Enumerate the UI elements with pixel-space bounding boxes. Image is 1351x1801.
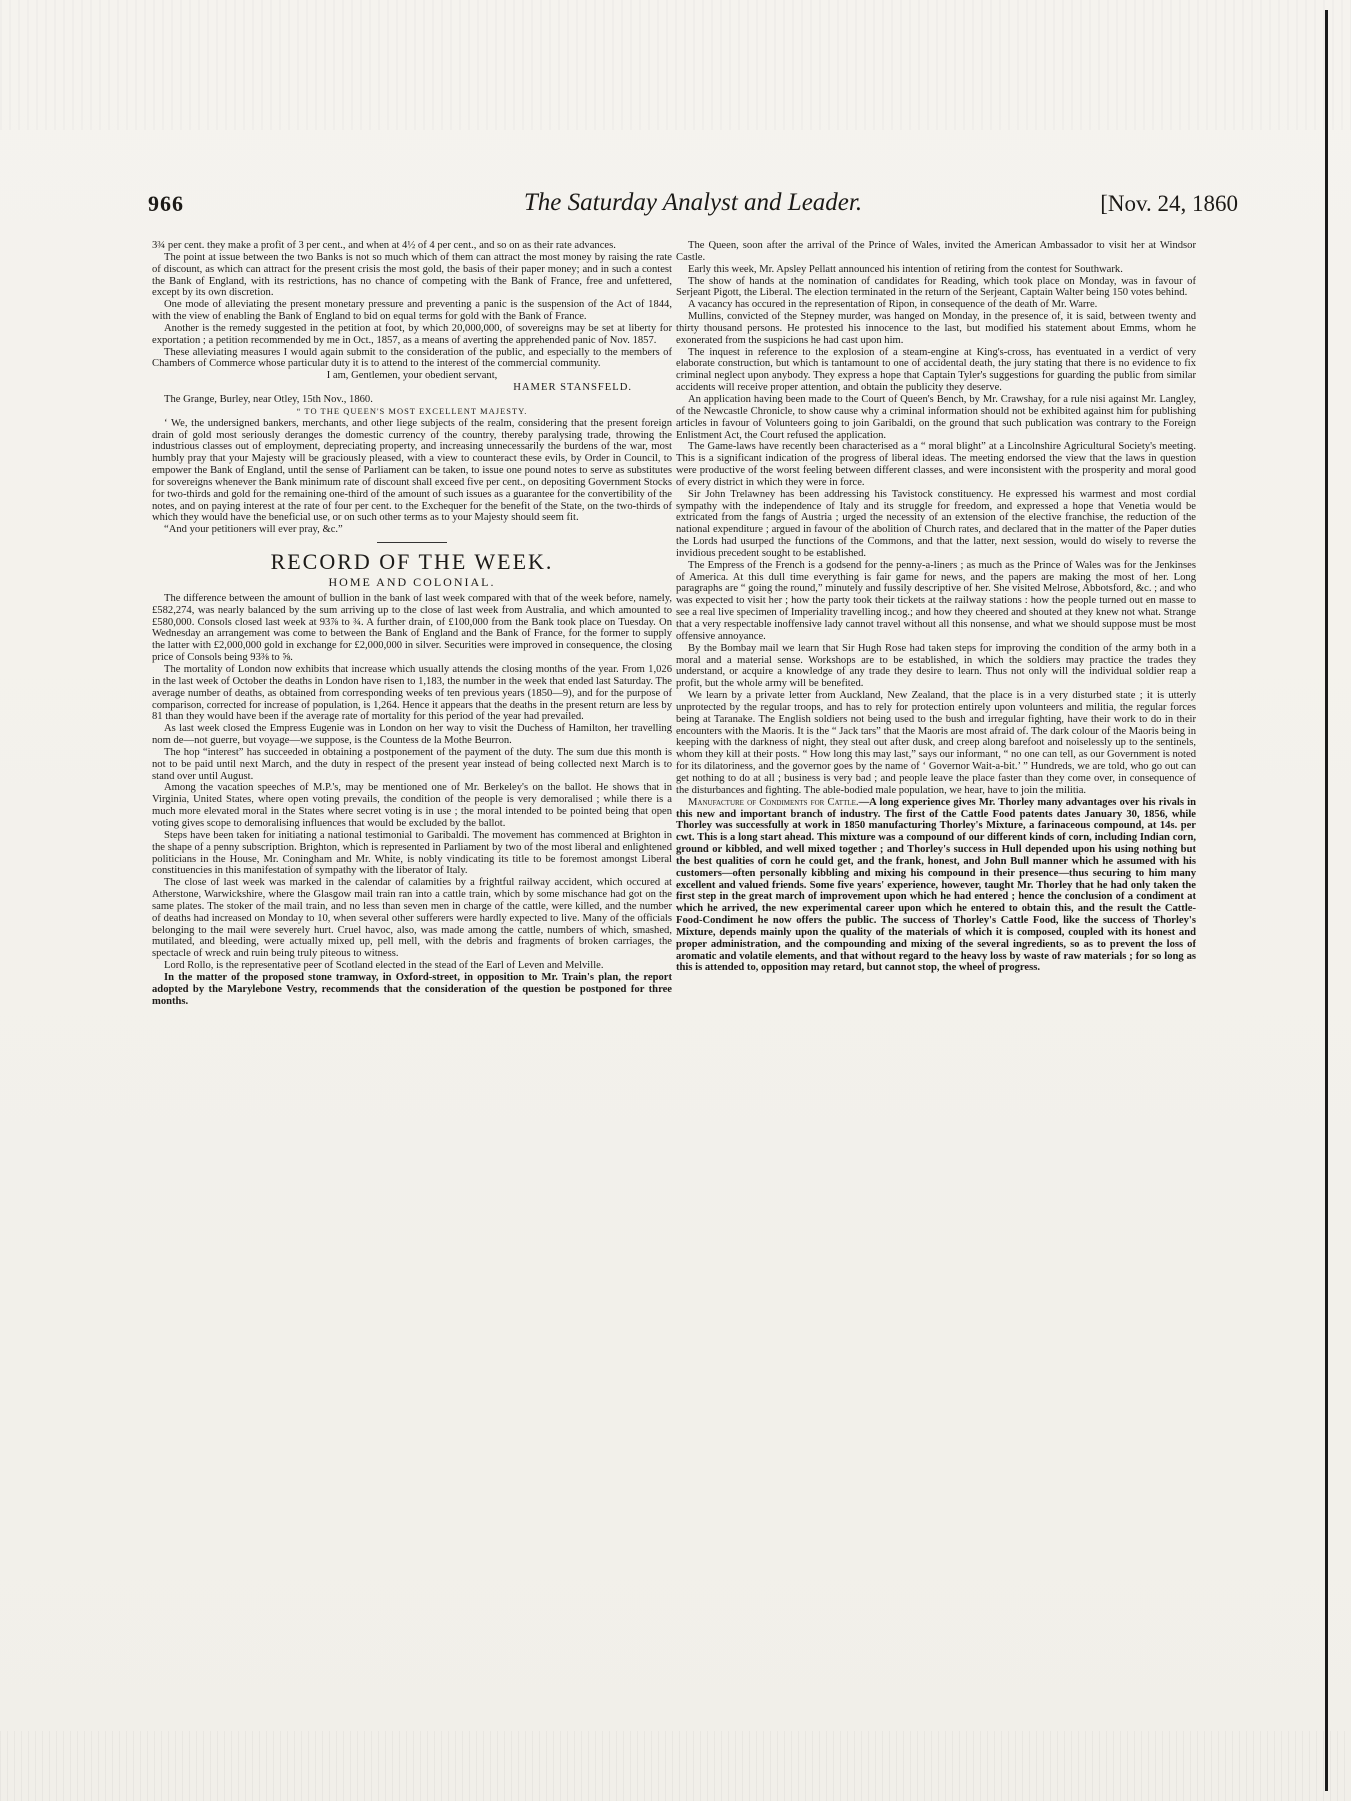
page-stain-bottom (0, 1731, 1351, 1801)
news-item: Among the vacation speeches of M.P.'s, may be mentioned one of Mr. Berkeley's on the ballot. He shows that in Virginia, United States, where open voting prevails, the condition of the people is very demoralised ; while there is a much more elevated moral in the States where secret voting is in use ; the moral intended to be pointed being that open voting gives scope to demoralising influences that would be excluded by the ballot. (152, 782, 672, 829)
news-item: The difference between the amount of bullion in the bank of last week compared with that of the week before, namely, £582,274, was nearly balanced by the sum arriving up to the close of last week from Australia, and which amounted to £580,000. Consols closed last week at 93⅞ to ¾. A further drain, of £100,000 from the Bank took place on Tuesday. On Wednesday an arrangement was come to between the Bank of England and the Bank of France, for the former to supply the latter with £2,000,000 gold in exchange for £2,000,000 in silver. Securities were improved in consequence, the closing price of Consols being 93⅜ to ⅝. (152, 592, 672, 664)
news-item: We learn by a private letter from Auckland, New Zealand, that the place is in a very disturbed state ; it is utterly unprotected by the regular troops, and has to rely for protection entirely upon volunteers and militia, the regular forces being at Taranake. The English soldiers not being used to the bush and irregular fighting, have their work to do in their encounters with the Maoris. It is the “ Jack tars” that the Maoris are most afraid of. The dark colour of the Maoris being in keeping with the darkness of night, they steal out after dusk, and creep along barefoot and noiselessly up to the sentinels, whom they kill at their posts. “ How long this may last,” says our informant, “ no one can tell, as our Government is noted for its dilatoriness, and the governor goes by the name of ‘ Governor Wait-a-bit.’ ” Hundreds, we are told, who go out can get nothing to do at all ; business is very bad ; and people leave the place faster than they come over, in consequence of the disturbances and fighting. The able-bodied male population, we hear, have to join the militia. (676, 690, 1196, 796)
paragraph: 3¾ per cent. they make a profit of 3 per cent., and when at 4½ of 4 per cent., and so on as their rate advances. (152, 240, 616, 251)
letter-signoff: I am, Gentlemen, your obedient servant, (326, 370, 498, 382)
news-item: Sir John Trelawney has been addressing his Tavistock constituency. He expressed his warmest and most cordial sympathy with the independence of Italy and its struggle for freedom, and expressed a hope that Venetia would be extricated from the fangs of Austria ; urged the necessity of an extension of the elective franchise, the reduction of the national expenditure ; argued in favour of the abolition of Church rates, and declared that in the matter of the Paper duties the Lords had usurped the functions of the Commons, and that the latter, next session, would do wisely to reverse the invidious precedent sought to be established. (676, 488, 1196, 559)
news-item: A vacancy has occured in the representation of Ripon, in consequence of the death of Mr. Warre. (688, 299, 1098, 311)
news-item: The Game-laws have recently been characterised as a “ moral blight” at a Lincolnshire Agricultural Society's meeting. This is a significant indication of the progress of liberal ideas. The meeting endorsed the view that the laws in question were productive of the worst feeling between different classes, and were inconsistent with the prosperity and moral good of every district in which they were in force. (676, 441, 1196, 488)
right-column (676, 240, 1196, 1710)
issue-date: [Nov. 24, 1860 (1100, 191, 1238, 216)
page-header (148, 187, 1238, 227)
advert-item (676, 797, 1196, 975)
news-item: An application having been made to the Court of Queen's Bench, by Mr. Crawshay, for a rule nisi against Mr. Langley, of the Newcastle Chronicle, to show cause why a criminal information should not be exhibited against him for publishing articles in favour of Volunteers going to join Garibaldi, on the ground that such publication was contrary to the Foreign Enlistment Act, the Court refused the application. (676, 393, 1196, 441)
letter-address: The Grange, Burley, near Otley, 15th Nov., 1860. (164, 393, 373, 405)
news-item: The close of last week was marked in the calendar of calamities by a frightful railway accident, which occured at Atherstone, Warwickshire, where the Glasgow mail train ran into a cattle train, which by some mischance had got on the same plates. The stoker of the mail train, and no less than seven men in charge of the cattle, were killed, and the number of deaths had increased on Monday to 10, when several other sufferers were hardly expected to live. Many of the officials belonging to the mail were severely hurt. Cruel havoc, also, was made among the cattle, numbers of which, smashed, mutilated, and bleeding, were actually mixed up, pell mell, with the debris and fragments of broken carriages, the spectacle of wreck and ruin being truly piteous to witness. (152, 877, 672, 960)
paragraph: These alleviating measures I would again submit to the consideration of the public, and especially to the members of Chambers of Commerce whose particular duty it is to attend to the interest of the commercial community. (152, 346, 672, 370)
petition-text: ‘ We, the undersigned bankers, merchants, and other liege subjects of the realm, considering that the present foreign drain of gold most seriously deranges the domestic currency of the country, thereby paralysing trade, throwing the industrious classes out of employment, depreciating property, and increasing unnecessarily the burdens of the war, most humbly pray that your Majesty will be graciously pleased, with a view to counteract these evils, by Order in Council, to empower the Bank of England, until the sense of Parliament can be taken, to issue one pound notes to serve as substitutes for sovereigns whenever the Bank minimum rate of discount shall exceed five per cent., on depositing Government Stocks for two-thirds and gold for the remaining one-third of the amount of such issues as a guarantee for the convertibility of the notes, and on paying interest at the rate of four per cent. to the Exchequer for the benefit of the State, on the two-thirds of which they would have the beneficial use, or on such other terms as to your Majesty should seem fit. (152, 417, 672, 524)
paragraph: The point at issue between the two Banks is not so much which of them can attract the most money by raising the rate of discount, as which can attract for the present crisis the most gold, the basis of their paper money; and in such a contest the Bank of England, with its restrictions, has no chance of competing with the Bank of France, free and unfettered, except by its own discretion. (152, 251, 672, 299)
page-stain-top (0, 0, 1351, 130)
news-item: The Empress of the French is a godsend for the penny-a-liners ; as much as the Prince of Wales was for the Jenkinses of America. At this dull time everything is fair game for news, and the papers are making the most of her. Long paragraphs are “ going the round,” minutely and fussily descriptive of her. She visited Melrose, Abbotsford, &c. ; and who was expected to visit her ; how the party took their tickets at the railway stations : how the people turned out en masse to see a real live specimen of Imperiality travelling incog.; and how they cheered and shouted at they knew not what. Strange that a very respectable inoffensive lady cannot travel without all this nonsense, and what we should suppose must be most offensive annoyance. (676, 559, 1196, 642)
news-item: The show of hands at the nomination of candidates for Reading, which took place on Monday, was in favour of Serjeant Pigott, the Liberal. The election terminated in the return of the Serjeant, Captain Walter being 150 votes behind. (676, 275, 1196, 299)
news-item: As last week closed the Empress Eugenie was in London on her way to visit the Duchess of Hamilton, her travelling nom de—not guerre, but voyage—we suppose, is the Countess de la Mothe Beurron. (152, 723, 672, 747)
news-item: In the matter of the proposed stone tramway, in Oxford-street, in opposition to Mr. Train's plan, the report adopted by the Marylebone Vestry, recommends that the consideration of the question be postponed for three months. (152, 971, 672, 1007)
news-item: Lord Rollo, is the representative peer of Scotland elected in the stead of the Earl of Leven and Melville. (164, 960, 604, 972)
page-number: 966 (148, 191, 184, 216)
news-item: Steps have been taken for initiating a national testimonial to Garibaldi. The movement has commenced at Brighton in the shape of a penny subscription. Brighton, which is represented in Parliament by two of the most liberal and enlightened politicians in the House, Mr. Coningham and Mr. White, is nobly vindicating its title to be foremost amongst Liberal constituencies in this manifestation of sympathy with the liberator of Italy. (152, 829, 672, 877)
news-item: The inquest in reference to the explosion of a steam-engine at King's-cross, has eventuated in a verdict of very elaborate construction, but which is tantamount to one of accidental death, the jury stating that there is no evidence to fix criminal neglect upon anybody. They express a hope that Captain Tyler's suggestions for guarding the public from similar accidents will receive proper attention, and obtain the publicity they deserve. (676, 346, 1196, 394)
advert-text: —A long experience gives Mr. Thorley many advantages over his rivals in this new and important branch of industry. The first of the Cattle Food patents dates January 30, 1856, while Thorley was successfully at work in 1850 manufacturing Thorley's Mixture, a farinaceous compound, at 14s. per cwt. This is a long start ahead. This mixture was a compound of our different kinds of corn, including Indian corn, ground or kibbled, and well mixed together ; and Thorley's success in Hull depended upon his using nothing but the best qualities of corn he could get, and the frank, honest, and John Bull manner which he assumed with his customers—often personally kibbling and mixing his compound in their presence—thus securing to him many excellent and valued friends. Some five years' experience, however, taught Mr. Thorley that he had only taken the first step in the great march of improvement upon which he had entered ; hence the conclusion of a condiment at which he arrived, the new experimental career upon which he entered to obtain this, and the result the Cattle-Food-Condiment he now offers the public. The success of Thorley's Cattle Food, like the success of Thorley's Mixture, depends mainly upon the quality of the materials of which it is composed, coupled with its honest and proper administration, and the compounding and mixing of the several ingredients, so as to prevent the loss of aromatic and volatile elements, and that without regard to the heavy loss by waste of raw materials ; for so long as this is attended to, opposition may retard, but cannot stop, the wheel of progress. (676, 796, 1196, 974)
news-item: Mullins, convicted of the Stepney murder, was hanged on Monday, in the presence of, it is said, between twenty and thirty thousand persons. He protested his innocence to the last, but modified his statement about Emms, whom he exonerated from the suspicions he had cast upon him. (676, 311, 1196, 346)
advert-lead: Manufacture of Condiments for Cattle. (688, 796, 859, 808)
section-title: RECORD OF THE WEEK. (270, 549, 554, 575)
petition-heading: “ TO THE QUEEN'S MOST EXCELLENT MAJESTY. (296, 405, 528, 416)
binding-edge (1325, 10, 1328, 1791)
news-item: The hop “interest” has succeeded in obtaining a postponement of the payment of the duty. The sum due this month is not to be paid until next March, and the duty in respect of the present year instead of being collected next March is to stand over until August. (152, 746, 672, 782)
letter-signer: HAMER STANSFELD. (513, 382, 632, 394)
left-column (152, 240, 672, 1710)
news-item: Early this week, Mr. Apsley Pellatt announced his intention of retiring from the contest for Southwark. (688, 263, 1123, 275)
news-item: The Queen, soon after the arrival of the Prince of Wales, invited the American Ambassador to visit her at Windsor Castle. (676, 240, 1196, 263)
subsection-title: HOME AND COLONIAL. (328, 575, 496, 590)
news-item: The mortality of London now exhibits that increase which usually attends the closing months of the year. From 1,026 in the last week of October the deaths in London have risen to 1,183, the number in the week that ended last Saturday. The average number of deaths, as obtained from corresponding weeks of ten previous years (1850—9), and for the purpose of comparison, corrected for increase of population, is 1,264. Hence it appears that the deaths in the present return are less by 81 than they would have been if the average rate of mortality for this period of the year had prevailed. (152, 664, 672, 723)
petition-closing: “And your petitioners will ever pray, &c.” (164, 524, 343, 536)
section-divider (377, 542, 447, 543)
paragraph: One mode of alleviating the present monetary pressure and preventing a panic is the suspension of the Act of 1844, with the view of enabling the Bank of England to bid on equal terms for gold with the Bank of France. (152, 299, 672, 323)
paragraph: Another is the remedy suggested in the petition at foot, by which 20,000,000, of sovereigns may be set at liberty for exportation ; a petition recommended by me in Oct., 1857, as a means of averting the apprehended panic of Nov. 1857. (152, 322, 672, 346)
news-item: By the Bombay mail we learn that Sir Hugh Rose had taken steps for improving the condition of the army both in a moral and a material sense. Workshops are to be established, in which the soldiers may practice the trades they understand, or acquire a knowledge of any trade they desire to learn. Thus not only will the individual soldier reap a profit, but the whole army will be benefited. (676, 642, 1196, 690)
running-head: The Saturday Analyst and Leader. (523, 189, 863, 216)
